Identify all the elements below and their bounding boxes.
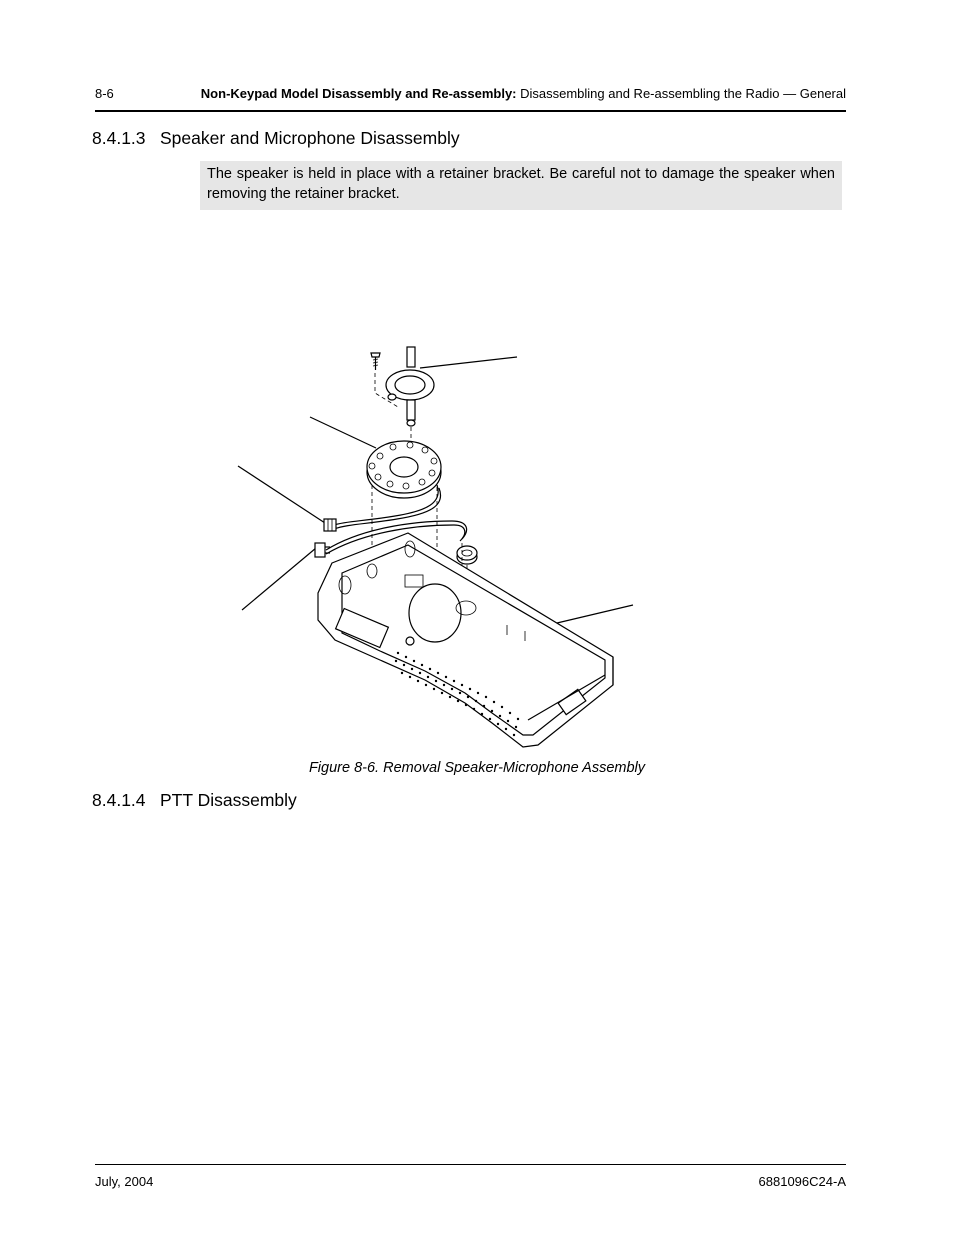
section-number: 8.4.1.4 (92, 790, 146, 810)
running-title (201, 84, 846, 104)
page-header (95, 84, 846, 104)
retainer-bracket-icon (386, 347, 434, 426)
header-rule (95, 110, 846, 112)
leader-line-housing (557, 605, 633, 623)
section-heading-ptt (92, 789, 297, 811)
speaker-connector-icon (324, 519, 336, 531)
figure-caption: Figure 8-6. Removal Speaker-Microphone Assembly (308, 760, 646, 776)
section-heading-speaker (92, 127, 460, 149)
microphone-boot-icon (457, 546, 477, 564)
page-number: 8-6 (95, 86, 114, 101)
speaker-icon (367, 441, 441, 498)
figure-exploded-view (230, 335, 650, 755)
section-title: Speaker and Microphone Disassembly (160, 128, 460, 148)
footer-rule (95, 1164, 846, 1165)
leader-line-microphone (242, 548, 316, 610)
leader-line-speaker (310, 417, 376, 448)
section-title: PTT Disassembly (160, 790, 297, 810)
running-title-rest: Disassembling and Re-assembling the Radio — General (516, 86, 846, 101)
footer-doc-number: 6881096C24-A (758, 1174, 846, 1189)
section-number: 8.4.1.3 (92, 128, 146, 148)
note-box: The speaker is held in place with a retainer bracket. Be careful not to damage the speaker when removing the retainer bracket. (200, 161, 842, 210)
microphone-icon (315, 543, 330, 557)
footer-date: July, 2004 (95, 1174, 154, 1189)
running-title-bold: Non-Keypad Model Disassembly and Re-assembly: (200, 86, 517, 101)
front-housing-icon (318, 533, 613, 747)
leader-line-bracket (420, 357, 517, 368)
exploded-view-drawing (230, 335, 650, 755)
leader-line-connector (238, 466, 325, 523)
screw-icon (371, 353, 380, 370)
